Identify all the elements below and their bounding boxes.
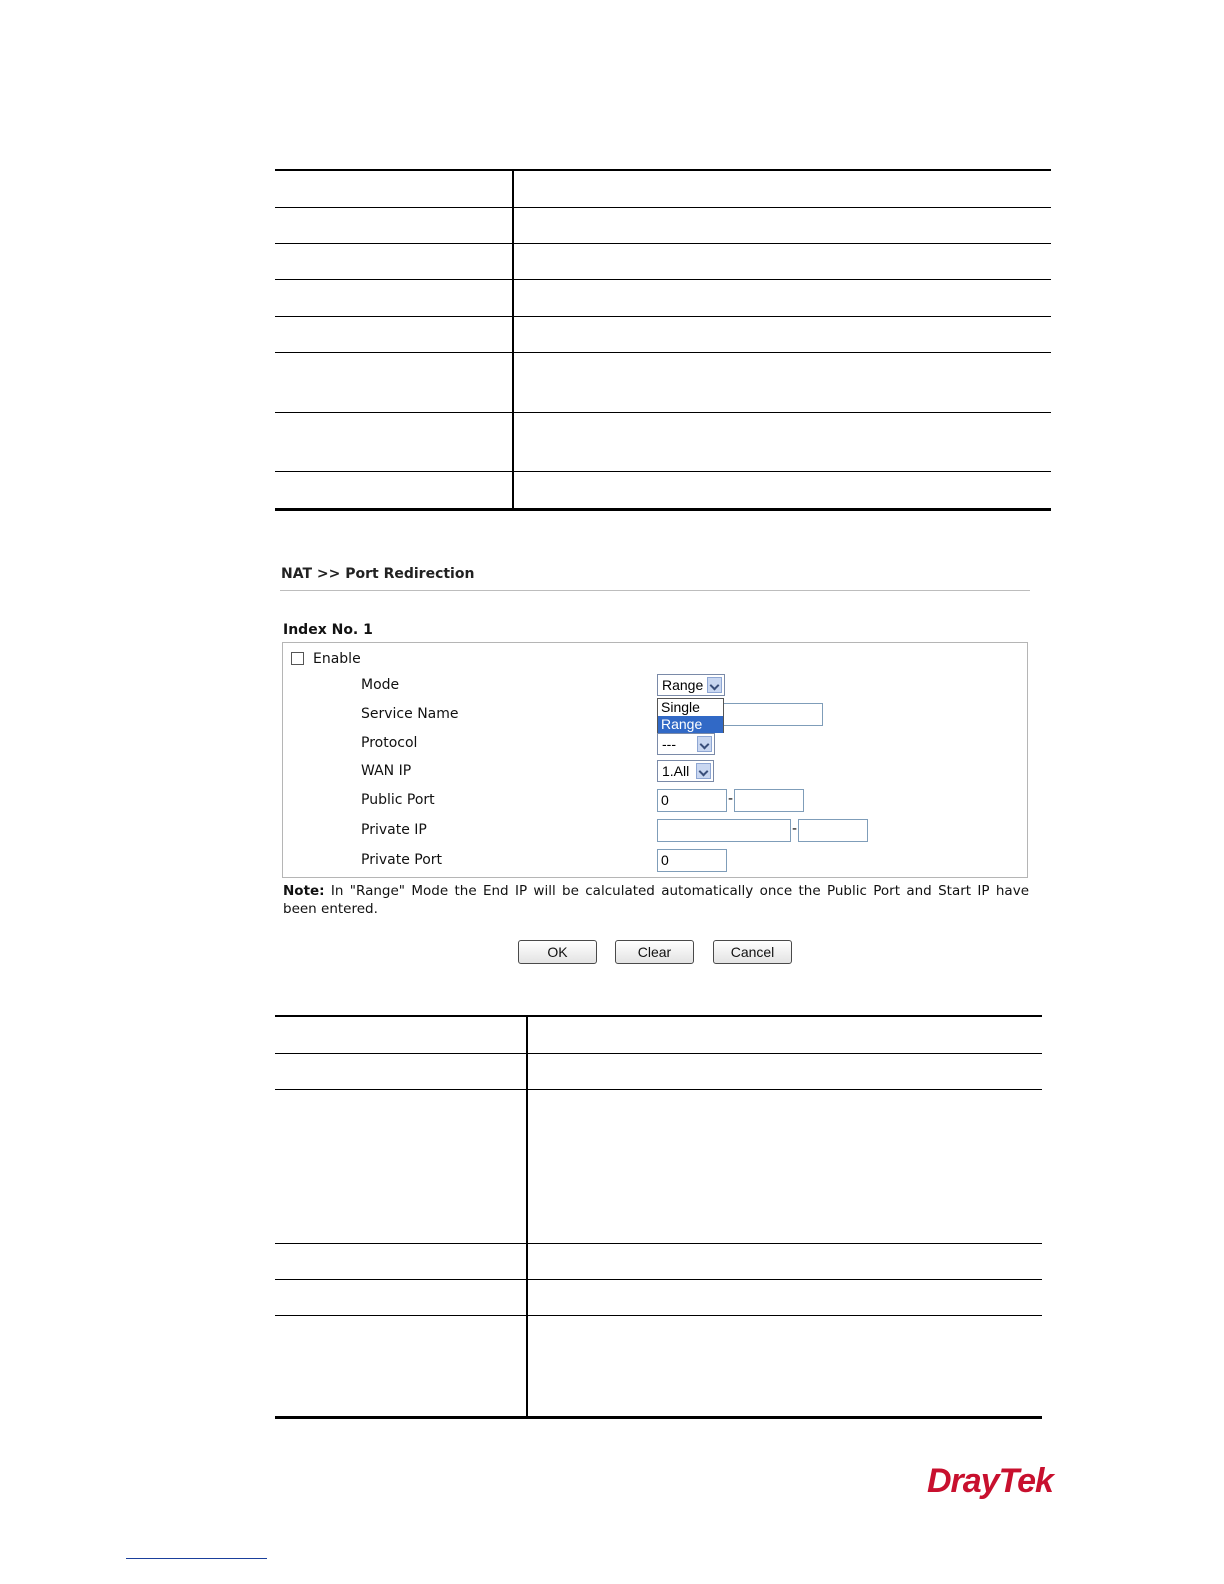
public-port-start-input[interactable]: 0	[657, 789, 727, 812]
table-row	[275, 413, 1051, 472]
chevron-down-icon[interactable]	[697, 736, 712, 752]
public-port-end-input[interactable]	[734, 789, 804, 812]
table-row	[275, 472, 1051, 508]
table-row	[275, 1316, 1042, 1416]
top-doc-table	[275, 169, 1051, 511]
protocol-select-value: ---	[662, 736, 676, 752]
footer-link-underline	[126, 1558, 267, 1559]
protocol-label: Protocol	[361, 735, 418, 751]
wan-ip-select[interactable]	[657, 760, 714, 782]
mode-option-range[interactable]: Range	[658, 716, 723, 733]
mode-select[interactable]	[657, 674, 725, 696]
mode-note	[283, 882, 1029, 918]
service-name-label: Service Name	[361, 706, 459, 722]
wan-ip-label: WAN IP	[361, 763, 412, 779]
table-row	[275, 1090, 1042, 1244]
table-row	[275, 353, 1051, 413]
bottom-doc-table	[275, 1015, 1042, 1419]
table-row	[275, 280, 1051, 317]
mode-dropdown-list[interactable]	[657, 698, 724, 733]
page-title: NAT >> Port Redirection	[281, 566, 475, 582]
note-label: Note:	[283, 883, 325, 899]
table-row	[275, 1280, 1042, 1316]
table-row	[275, 1017, 1042, 1054]
draytek-logo: DrayTek	[927, 1462, 1053, 1500]
clear-button[interactable]: Clear	[615, 940, 694, 964]
private-ip-label: Private IP	[361, 822, 427, 838]
private-port-input[interactable]: 0	[657, 849, 727, 872]
private-port-label: Private Port	[361, 852, 443, 868]
mode-label: Mode	[361, 677, 400, 693]
range-dash: -	[728, 791, 734, 807]
chevron-down-icon[interactable]	[707, 677, 722, 693]
table-row	[275, 317, 1051, 353]
table-row	[275, 1244, 1042, 1280]
table-row	[275, 244, 1051, 280]
ok-button[interactable]: OK	[518, 940, 597, 964]
public-port-label: Public Port	[361, 792, 435, 808]
note-text: In "Range" Mode the End IP will be calculated automatically once the Public Port and Start IP have been entered.	[283, 883, 1029, 917]
chevron-down-icon[interactable]	[696, 763, 711, 779]
index-label: Index No. 1	[283, 622, 373, 638]
title-divider	[280, 590, 1030, 591]
cancel-button[interactable]: Cancel	[713, 940, 792, 964]
enable-checkbox[interactable]	[291, 652, 304, 665]
table-row	[275, 1054, 1042, 1090]
range-dash: -	[792, 821, 798, 837]
private-ip-end-input[interactable]	[798, 819, 868, 842]
table-row	[275, 208, 1051, 244]
mode-select-value: Range	[662, 677, 704, 693]
protocol-select[interactable]	[657, 733, 715, 755]
wan-ip-select-value: 1.All	[662, 763, 690, 779]
enable-label: Enable	[313, 651, 361, 667]
private-ip-start-input[interactable]	[657, 819, 791, 842]
mode-option-single[interactable]: Single	[661, 699, 700, 715]
table-row	[275, 171, 1051, 208]
